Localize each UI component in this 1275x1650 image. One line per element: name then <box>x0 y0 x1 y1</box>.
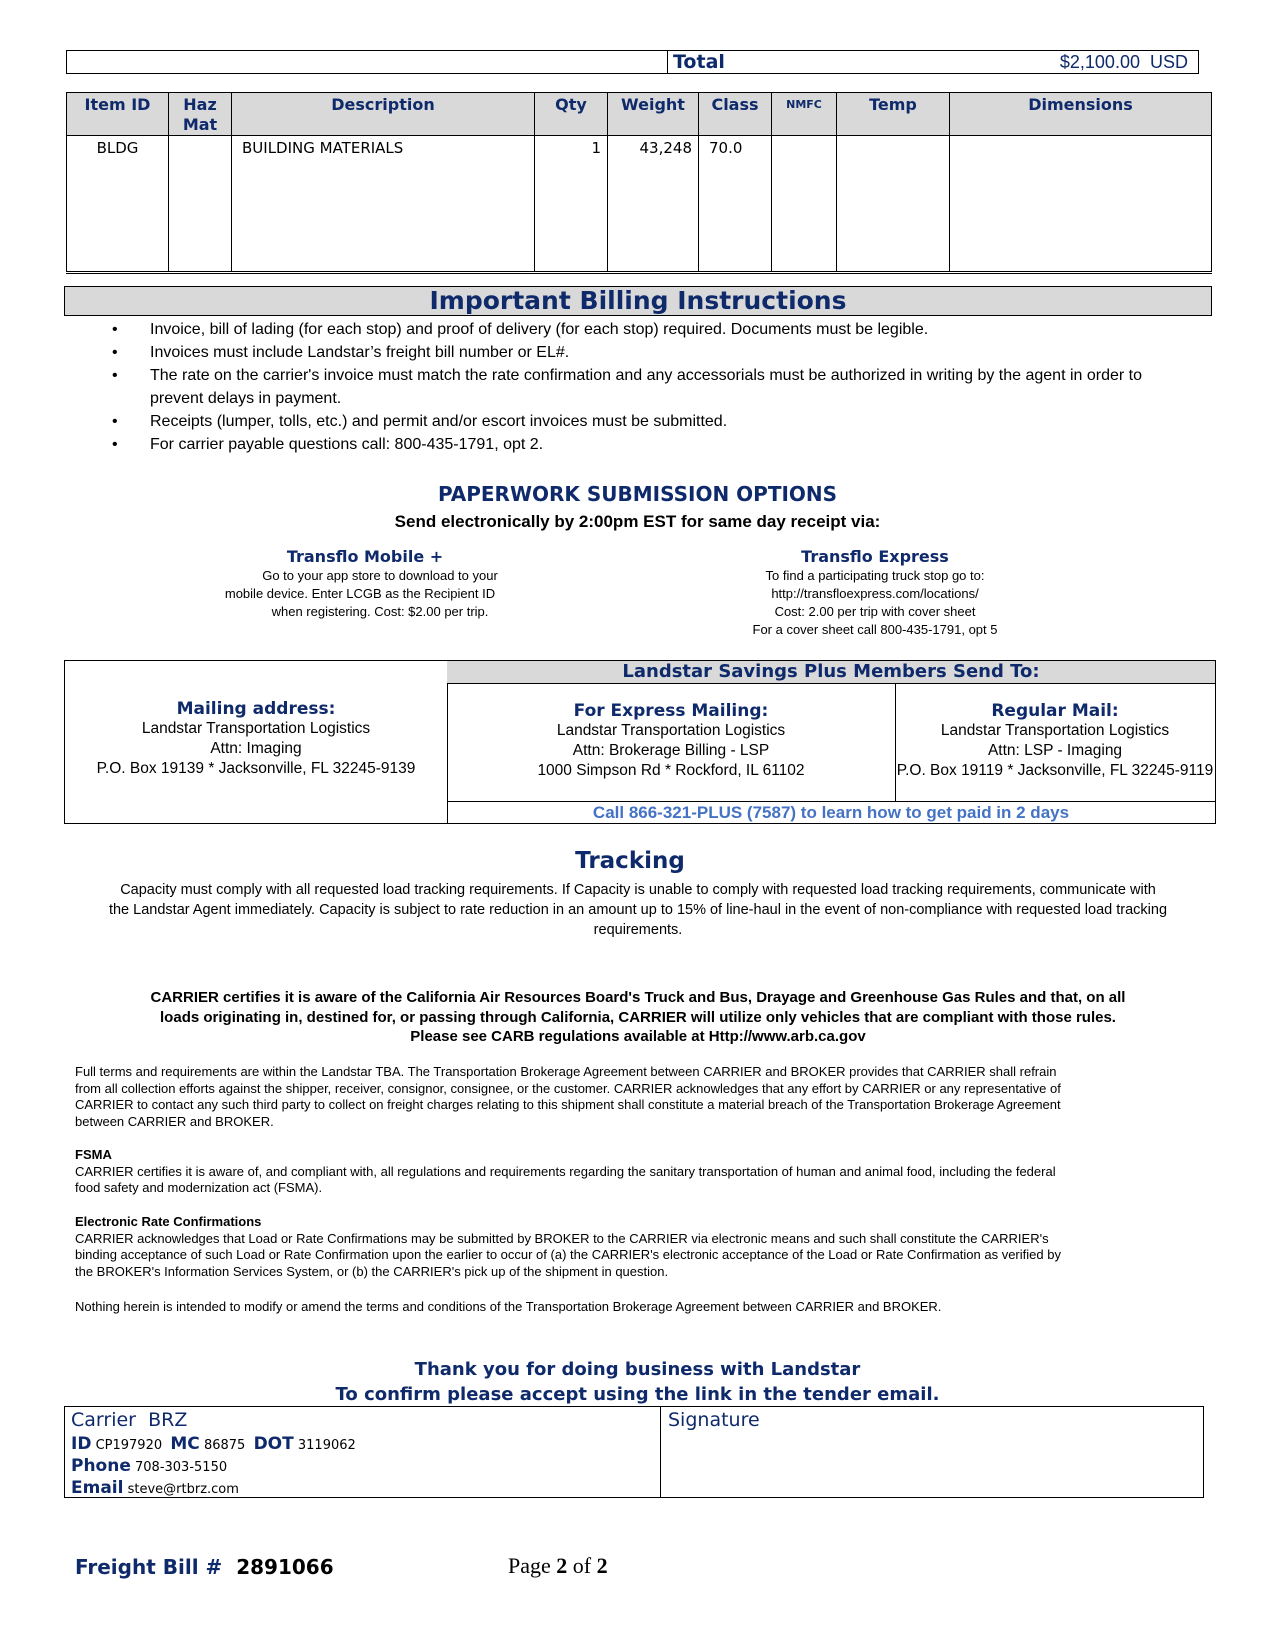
terms-paragraph <box>75 1064 1215 1130</box>
table-row <box>67 136 1212 273</box>
carrier-mc: 86875 <box>203 1438 246 1453</box>
col-header-item-id: Item ID <box>67 93 169 136</box>
list-item: • Invoice, bill of lading (for each stop) and proof of delivery (for each stop) required. Documents must be legible. <box>112 318 1172 341</box>
items-table <box>66 92 1212 274</box>
express-mailing-block <box>447 701 895 781</box>
terms-line: between CARRIER and BROKER. <box>75 1113 274 1129</box>
carrier-email[interactable]: steve@rtbrz.com <box>127 1482 239 1497</box>
thank-you-block <box>0 1357 1275 1407</box>
mc-label: MC <box>170 1434 200 1454</box>
transflo-express-title: Transflo Express <box>801 547 949 566</box>
mailing-box <box>64 660 1216 824</box>
erc-line: the BROKER's Information Services System, or (b) the CARRIER's pick up of the shipment in question. <box>75 1263 669 1279</box>
nothing-herein-text: Nothing herein is intended to modify or amend the terms and conditions of the Transportation Brokerage Agreement between CARRIER and BROKER. <box>75 1299 942 1314</box>
address-line: P.O. Box 19139 * Jacksonville, FL 32245-9139 <box>96 760 416 777</box>
address-line: Attn: Imaging <box>210 740 302 757</box>
tracking-line: Capacity must comply with all requested load tracking requirements. If Capacity is unable to comply with requested load tracking requirements, communicate with <box>120 882 1156 898</box>
carrier-ids-row <box>71 1433 356 1457</box>
tracking-line: the Landstar Agent immediately. Capacity is subject to rate reduction in an amount up to 15% of line-haul in the event of non-compliance with requested load tracking <box>108 902 1168 918</box>
carb-line: loads originating in, destined for, or passing through California, CARRIER will utilize only vehicles that are compliant with those rules. <box>160 1008 1116 1026</box>
erc-title: Electronic Rate Confirmations <box>75 1214 262 1229</box>
carb-notice <box>64 988 1212 1047</box>
terms-line: CARRIER to contact any such third party to collect on freight charges relating to this shipment shall constitute a material breach of the Transportation Brokerage Agreement <box>75 1097 1061 1112</box>
carrier-dot: 3119062 <box>297 1438 356 1453</box>
divider <box>660 1407 661 1497</box>
thank-you-line: Thank you for doing business with Landstar <box>414 1359 861 1380</box>
transflo-express-line: To find a participating truck stop go to: <box>765 568 985 583</box>
col-header-dimensions: Dimensions <box>950 93 1212 136</box>
address-line: Attn: Brokerage Billing - LSP <box>572 742 770 759</box>
carb-line: CARRIER certifies it is aware of the California Air Resources Board's Truck and Bus, Drayage and Greenhouse Gas Rules and that, on all <box>150 989 1126 1006</box>
carrier-signature-box <box>64 1406 1204 1498</box>
paperwork-subtitle: Send electronically by 2:00pm EST for same day receipt via: <box>394 512 881 531</box>
cell-item-id: BLDG <box>67 136 169 273</box>
transflo-express-line: Cost: 2.00 per trip with cover sheet <box>774 604 976 619</box>
divider <box>447 801 1215 802</box>
freight-bill-label: Freight Bill # <box>75 1555 223 1579</box>
billing-instructions-list <box>112 318 1172 456</box>
terms-line: from all collection efforts against the shipper, receiver, consignor, consignee, or the customer. CARRIER acknowledges that any effort by CARRIER or any representative of <box>75 1080 1061 1096</box>
col-header-weight: Weight <box>608 93 699 136</box>
freight-bill-number: 2891066 <box>236 1555 334 1579</box>
carrier-id: CP197920 <box>95 1438 163 1453</box>
carrier-phone: 708-303-5150 <box>135 1460 228 1475</box>
savings-call-text: Call 866-321-PLUS (7587) to learn how to get paid in 2 days <box>592 803 1070 822</box>
total-divider <box>667 51 668 73</box>
regular-mail-block <box>895 701 1215 781</box>
savings-header: Landstar Savings Plus Members Send To: <box>447 661 1215 684</box>
cell-haz-mat <box>169 136 232 273</box>
email-label: Email <box>71 1478 124 1498</box>
address-line: Landstar Transportation Logistics <box>940 722 1170 739</box>
fsma-line: CARRIER certifies it is aware of, and compliant with, all regulations and requirements regarding the sanitary transportation of human and animal food, including the federal <box>75 1163 1056 1179</box>
list-item: • Receipts (lumper, tolls, etc.) and permit and/or escort invoices must be submitted. <box>112 410 1172 433</box>
mailing-address-title: Mailing address: <box>176 699 336 719</box>
carb-line: Please see CARB regulations available at Http://www.arb.ca.gov <box>410 1028 866 1045</box>
carrier-email-row <box>71 1477 239 1501</box>
cell-description: BUILDING MATERIALS <box>232 136 535 273</box>
address-line: Landstar Transportation Logistics <box>556 722 786 739</box>
transflo-mobile-title: Transflo Mobile + <box>286 547 444 566</box>
col-header-nmfc: NMFC <box>772 93 837 136</box>
erc-line: CARRIER acknowledges that Load or Rate Confirmations may be submitted by BROKER to the CARRIER via electronic means and such shall constitute the CARRIER's <box>75 1230 1049 1246</box>
cell-class: 70.0 <box>699 136 772 273</box>
transflo-mobile-line: mobile device. Enter LCGB as the Recipient ID <box>224 586 496 601</box>
fsma-line: food safety and modernization act (FSMA). <box>75 1180 323 1195</box>
address-line: P.O. Box 19119 * Jacksonville, FL 32245-9119 <box>896 762 1214 779</box>
col-header-haz-mat: Haz Mat <box>169 93 232 136</box>
list-item: • For carrier payable questions call: 800-435-1791, opt 2. <box>112 433 1172 456</box>
cell-dimensions <box>950 136 1212 273</box>
confirm-line: To confirm please accept using the link in the tender email. <box>335 1384 940 1405</box>
total-label: Total <box>673 51 725 73</box>
total-value: $2,100.00 USD <box>1059 52 1188 72</box>
express-mailing-title: For Express Mailing: <box>573 701 769 721</box>
address-line: Landstar Transportation Logistics <box>141 720 371 737</box>
billing-title: Important Billing Instructions <box>64 286 1212 316</box>
dot-label: DOT <box>253 1434 294 1454</box>
cell-weight: 43,248 <box>608 136 699 273</box>
fsma-title: FSMA <box>75 1147 112 1162</box>
cell-nmfc <box>772 136 837 273</box>
carrier-label: Carrier <box>71 1409 136 1431</box>
phone-label: Phone <box>71 1456 131 1476</box>
col-header-qty: Qty <box>535 93 608 136</box>
list-item: • The rate on the carrier's invoice must match the rate confirmation and any accessorials must be authorized in writing by the agent in order to prevent delays in payment. <box>112 364 1172 410</box>
id-label: ID <box>71 1434 92 1454</box>
transflo-express-line: For a cover sheet call 800-435-1791, opt 5 <box>752 622 998 637</box>
col-header-description: Description <box>232 93 535 136</box>
tracking-line: requirements. <box>593 922 683 938</box>
freight-bill <box>75 1554 334 1580</box>
paperwork-title: PAPERWORK SUBMISSION OPTIONS <box>437 482 838 506</box>
carrier-name-row <box>71 1409 187 1431</box>
cell-qty: 1 <box>535 136 608 273</box>
carrier-phone-row <box>71 1455 227 1479</box>
regular-mail-title: Regular Mail: <box>991 701 1119 721</box>
mailing-address-block <box>65 699 447 779</box>
transflo-express-link[interactable]: http://transfloexpress.com/locations/ <box>771 586 979 601</box>
total-bar <box>66 50 1199 74</box>
cell-temp <box>837 136 950 273</box>
address-line: Attn: LSP - Imaging <box>987 742 1123 759</box>
tracking-text <box>64 880 1212 940</box>
page-number: Page 2 of 2 <box>508 1553 608 1578</box>
transflo-mobile-line: when registering. Cost: $2.00 per trip. <box>271 604 489 619</box>
tracking-title: Tracking <box>575 848 685 874</box>
signature-label: Signature <box>668 1409 760 1431</box>
address-line: 1000 Simpson Rd * Rockford, IL 61102 <box>537 762 805 779</box>
terms-line: Full terms and requirements are within the Landstar TBA. The Transportation Brokerage Agreement between CARRIER and BROKER provides that CARRIER shall refrain <box>75 1064 1057 1079</box>
col-header-class: Class <box>699 93 772 136</box>
list-item: • Invoices must include Landstar’s freight bill number or EL#. <box>112 341 1172 364</box>
col-header-temp: Temp <box>837 93 950 136</box>
carrier-name: BRZ <box>148 1409 188 1431</box>
transflo-mobile-block <box>160 547 600 621</box>
transflo-express-block <box>690 547 1060 639</box>
transflo-mobile-line: Go to your app store to download to your <box>262 568 498 583</box>
fsma-section <box>75 1147 1215 1197</box>
erc-line: binding acceptance of such Load or Rate Confirmation upon the earlier to occur of (a) the CARRIER's electronic acceptance of the Load or Rate Confirmation as verified by <box>75 1247 1061 1262</box>
erc-section <box>75 1214 1215 1280</box>
